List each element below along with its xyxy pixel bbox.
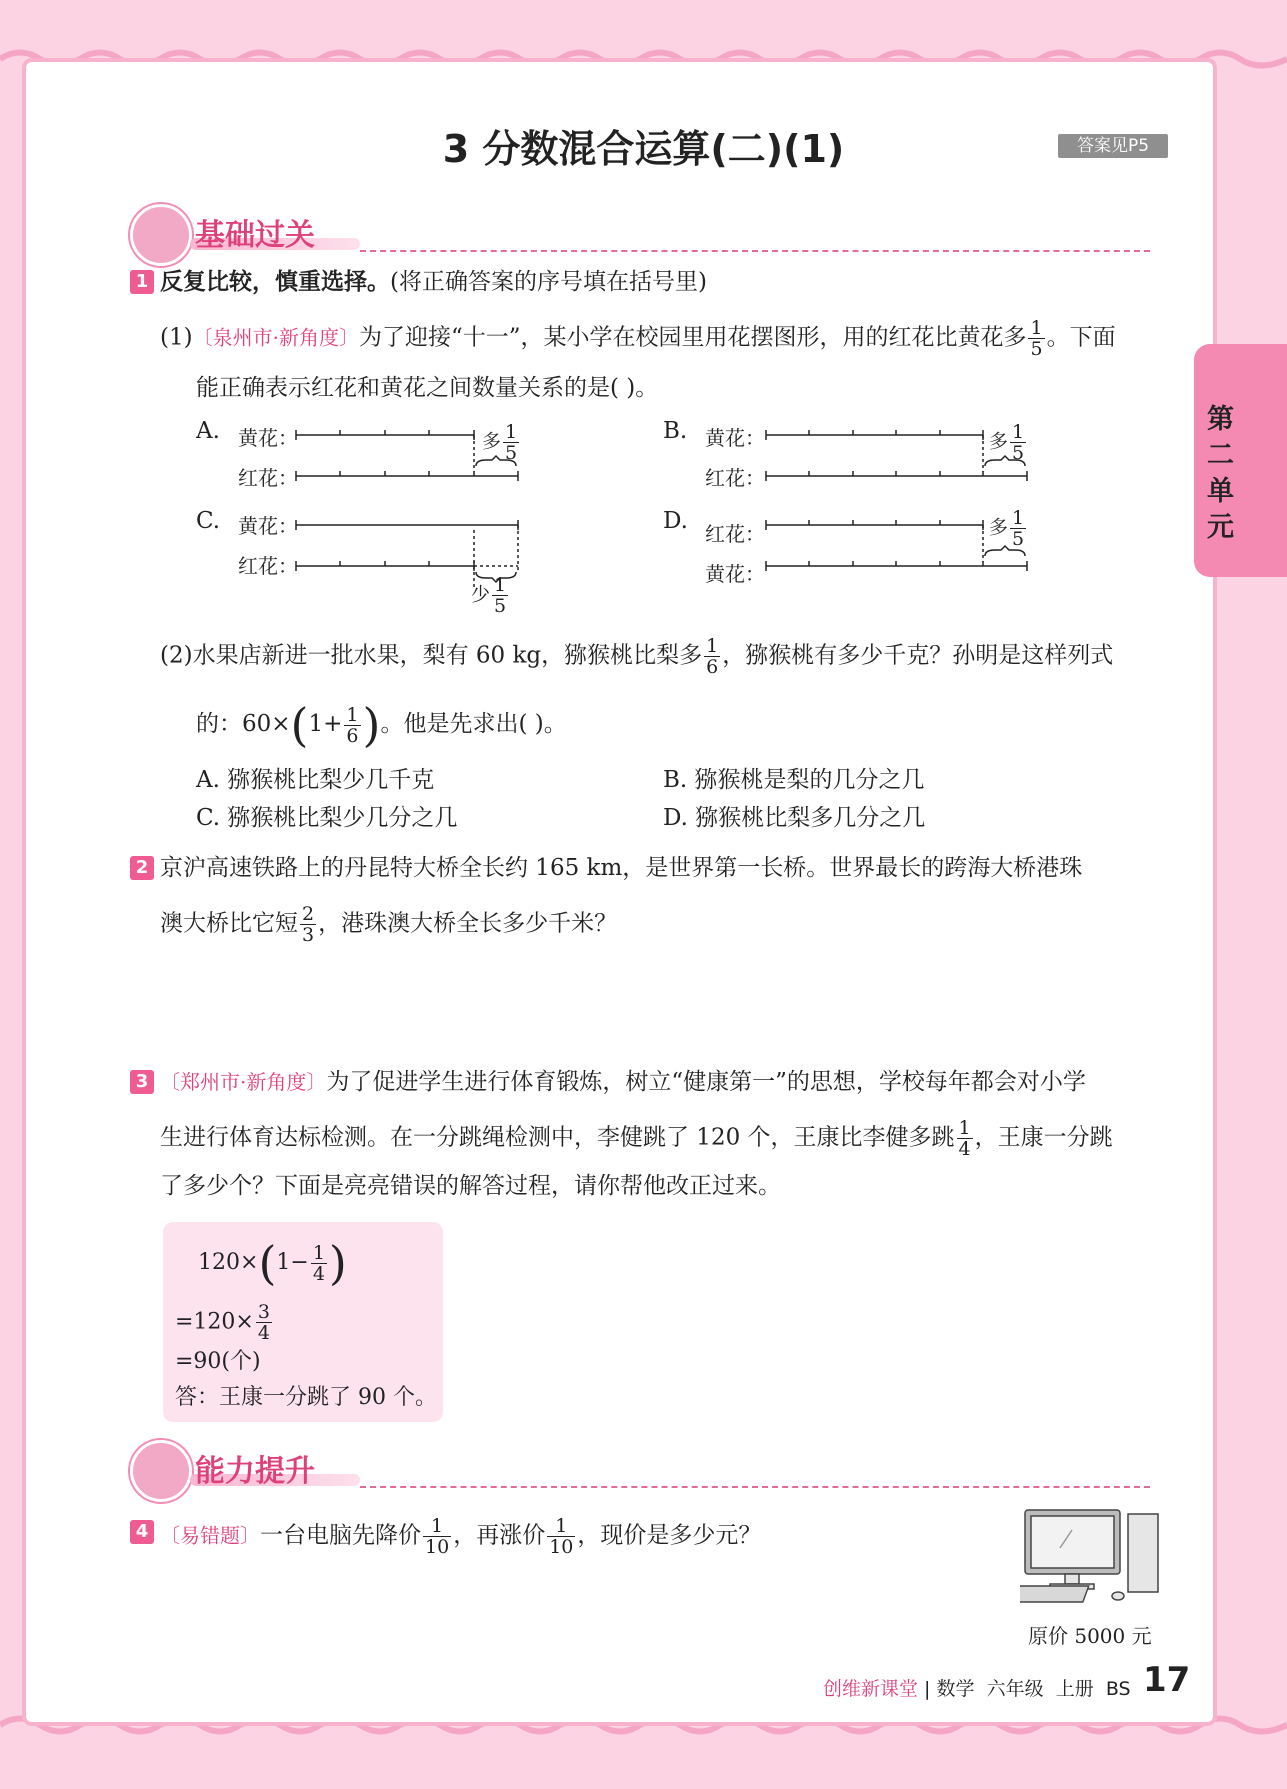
right-paren: ) [362,698,381,752]
footer-subject: 数学 [936,1678,975,1700]
question-number-badge: 2 [130,856,154,880]
side-char: 二 [1207,440,1234,471]
fraction [423,1516,451,1557]
fraction [547,1516,575,1557]
q2-line1: 京沪高速铁路上的丹昆特大桥全长约 165 km，是世界第一长桥。世界最长的跨海大桥港珠 [160,855,1083,881]
sub-label: (2) [160,642,193,669]
sub-text: 为了迎接“十一”，某小学在校园里用花摆图形，用的红花比黄花多 [358,324,1027,351]
choice-a[interactable]: A. 猕猴桃比梨少几千克 [196,767,435,793]
q-text: 澳大桥比它短 [160,910,298,937]
q-text: ，再涨价 [453,1522,546,1549]
q1-sub2-line1 [160,636,1113,677]
q-text: ，王康一分跳 [974,1124,1113,1151]
answer-reference: 答案见P5 [1058,134,1168,158]
section-title: 能力提升 [195,1454,315,1489]
row-label: 黄花： [238,426,298,450]
option-letter[interactable]: A. [196,418,220,444]
frac-den: 5 [1012,528,1025,550]
sub-text: ，猕猴桃有多少千克？孙明是这样列式 [722,642,1114,669]
work-line-4: 答：王康一分跳了 90 个。 [175,1385,437,1410]
option-letter[interactable]: C. [196,508,221,534]
frac-den: 10 [549,1536,574,1558]
question-1-instruction [160,266,707,298]
frac-den: 10 [425,1536,450,1558]
q-text: 一台电脑先降价 [260,1522,421,1549]
choice-c[interactable]: C. 猕猴桃比梨少几分之几 [196,805,458,831]
question-number-badge: 3 [130,1070,154,1094]
sub-text: 的：60× [196,711,291,737]
q2-line2 [160,904,617,945]
q3-line1 [160,1066,1086,1098]
frac-num: 2 [302,903,315,925]
footer-grade: 六年级 [986,1678,1044,1700]
source-tag: 〔郑州市·新角度〕 [160,1070,327,1094]
frac-num: 1 [1012,507,1025,529]
lesson-title: 3 分数混合运算(二)(1) [442,127,845,171]
frac-num: 1 [505,421,518,443]
monkey-avatar-icon [130,204,192,266]
frac-num: 1 [547,1516,575,1537]
fraction [256,1302,272,1343]
side-char: 单 [1207,476,1234,507]
section-divider [360,250,1150,252]
side-char: 元 [1207,512,1234,543]
option-letter[interactable]: D. [663,508,688,534]
frac-num: 1 [494,574,507,596]
row-label: 黄花： [238,514,298,538]
q-text: 为了促进学生进行体育锻炼，树立“健康第一”的思想，学校每年都会对小学 [326,1069,1086,1095]
frac-num: 1 [346,703,359,726]
choice-d[interactable]: D. 猕猴桃比梨多几分之几 [663,805,926,831]
source-tag: 〔泉州市·新角度〕 [192,325,359,350]
option-b-d-diagrams [663,410,1043,610]
frac-den: 5 [494,595,507,617]
source-tag: 〔易错题〕 [160,1523,260,1548]
fraction [704,636,720,677]
note-word: 多 [989,430,1009,453]
sub-text: 1+ [308,711,343,737]
sub-text: 。下面 [1046,324,1116,351]
segment-diagram-b-d [663,410,1043,610]
frac-den: 6 [706,656,719,678]
q-text: ，港珠澳大桥全长多少千米？ [318,910,618,937]
sub-label: (1) [160,324,193,351]
fraction [311,1243,327,1284]
note-word: 多 [989,516,1009,539]
q3-line3: 了多少个？下面是亮亮错误的解答过程，请你帮他改正过来。 [160,1173,781,1199]
work-line-1 [198,1236,347,1290]
note-word: 少 [471,583,491,606]
choice-b[interactable]: B. 猕猴桃是梨的几分之几 [663,767,925,793]
right-paren: ) [328,1236,347,1290]
option-a-c-diagrams [196,410,536,617]
frac-den: 4 [257,1322,270,1344]
frac-num: 1 [312,1241,325,1264]
row-label: 红花： [238,554,298,578]
left-paren: ( [290,698,309,752]
frac-num: 1 [1030,317,1043,339]
frac-den: 4 [958,1138,971,1160]
frac-num: 1 [706,635,719,657]
q1-sub1-line1 [160,318,1116,359]
q3-line2 [160,1118,1113,1159]
row-label: 红花： [238,466,298,490]
footer-edition: BS [1105,1678,1131,1700]
work-line-2 [175,1302,274,1343]
fraction [344,705,360,746]
work-line-3: =90(个) [175,1349,261,1374]
row-label: 黄花： [705,562,765,586]
q-text: ，现价是多少元？ [577,1522,762,1549]
frac-den: 5 [505,442,518,464]
frac-num: 1 [423,1516,451,1537]
section-divider [360,1486,1150,1488]
frac-den: 5 [1012,442,1025,464]
fraction [957,1118,973,1159]
page-number: 17 [1143,1660,1191,1700]
option-letter[interactable]: B. [663,418,688,444]
question-number-badge: 4 [130,1520,154,1544]
work-text: =120× [175,1309,254,1335]
frac-num: 1 [1012,421,1025,443]
work-text: 120× [198,1250,259,1275]
computer-price-caption: 原价 5000 元 [1028,1624,1152,1648]
note-word: 多 [482,430,502,453]
footer-info [823,1674,1131,1701]
row-label: 黄花： [705,426,765,450]
segment-diagram-a-c [196,410,536,610]
frac-den: 3 [302,924,315,946]
frac-den: 4 [312,1262,325,1285]
frac-num: 1 [958,1117,971,1139]
row-label: 红花： [705,522,765,546]
sub-text: 。他是先求出( )。 [380,711,567,737]
frac-num: 3 [257,1301,270,1323]
instruction-note: (将正确答案的序号填在括号里) [390,269,707,295]
fraction [300,904,316,945]
section-title: 基础过关 [195,218,315,253]
sub-text: 水果店新进一批水果，梨有 60 kg，猕猴桃比梨多 [192,642,703,669]
footer-separator: | [918,1678,937,1700]
row-label: 红花： [705,466,765,490]
frac-den: 6 [346,724,359,747]
monkey-avatar-icon [130,1440,192,1502]
q1-sub1-line2: 能正确表示红花和黄花之间数量关系的是( )。 [196,375,659,401]
footer-volume: 上册 [1055,1678,1094,1700]
left-paren: ( [258,1236,277,1290]
fraction [1028,318,1044,359]
side-char: 第 [1207,404,1234,435]
brand-name: 创维新课堂 [823,1678,919,1700]
question-number-badge: 1 [130,270,154,294]
unit-side-label [1207,402,1233,546]
computer-icon [1020,1500,1170,1610]
q-text: 生进行体育达标检测。在一分跳绳检测中，李健跳了 120 个，王康比李健多跳 [160,1124,955,1151]
frac-den: 5 [1030,338,1043,360]
q1-sub2-line2 [196,698,567,752]
work-text: 1− [276,1250,309,1275]
instruction-text: 反复比较，慎重选择。 [160,269,390,295]
q4-line1 [160,1516,761,1557]
